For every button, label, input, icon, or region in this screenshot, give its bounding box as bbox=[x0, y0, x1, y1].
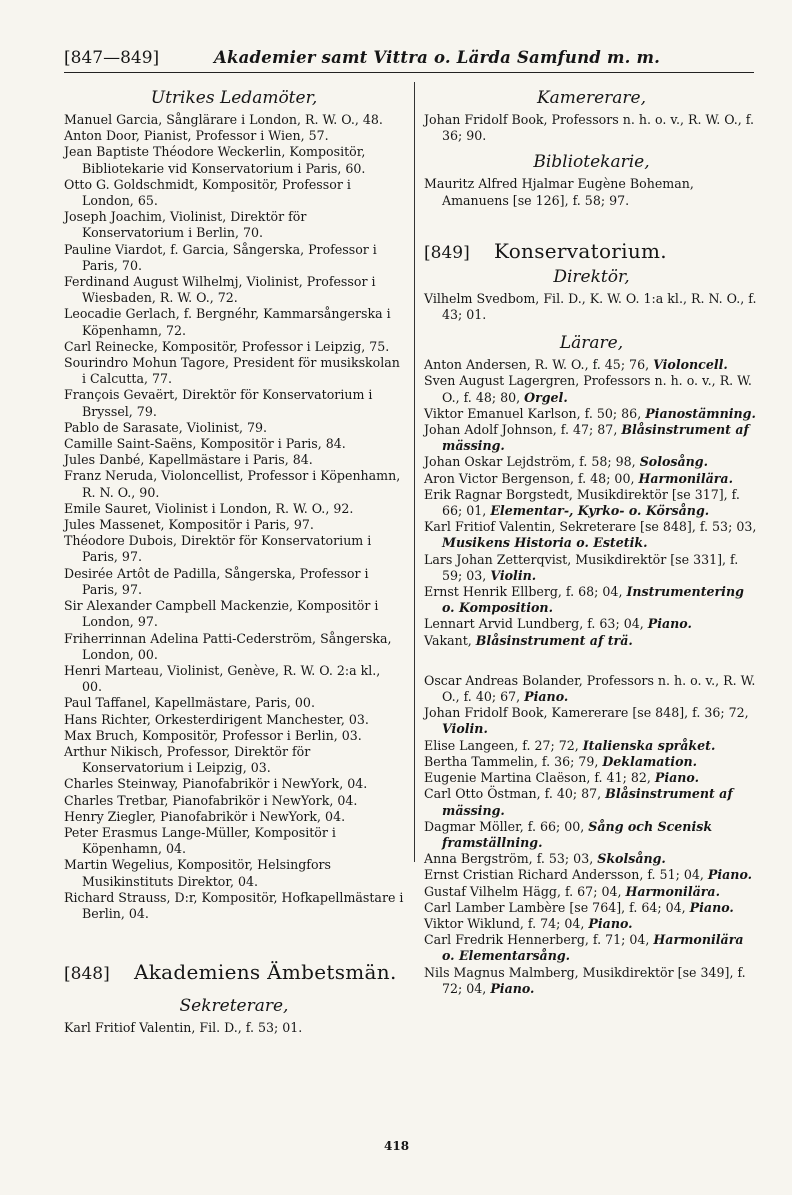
section-848-number: [848] bbox=[64, 964, 110, 985]
teacher-subject: Italienska språket. bbox=[582, 737, 716, 753]
teacher-entry bbox=[424, 916, 759, 932]
list-item: Anton Door, Pianist, Professor i Wien, 57. bbox=[64, 128, 329, 144]
teacher-subject: Orgel. bbox=[524, 389, 568, 405]
list-item: Joseph Joachim, Violinist, Direktör för Konservatorium i Berlin, 70. bbox=[64, 209, 307, 241]
teacher-name: Oscar Andreas Bolander, Professors n. h. o. v., R. W. O., f. 40; 67, bbox=[424, 672, 756, 705]
teacher-subject: Piano. bbox=[689, 899, 734, 915]
teacher-name: Karl Fritiof Valentin, Sekreterare [se 848], f. 53; 03, bbox=[424, 519, 757, 535]
teacher-name: Johan Oskar Lejdström, f. 58; 98, bbox=[424, 454, 640, 470]
list-item: Desirée Artôt de Padilla, Sångerska, Professor i Paris, 97. bbox=[64, 565, 369, 597]
teacher-name: Anton Andersen, R. W. O., f. 45; 76, bbox=[424, 357, 654, 373]
section-849-heading bbox=[424, 239, 759, 263]
list-item: Ferdinand August Wilhelmj, Violinist, Professor i Wiesbaden, R. W. O., 72. bbox=[64, 274, 376, 306]
teacher-subject: Deklamation. bbox=[602, 753, 698, 769]
teacher-name: Viktor Wiklund, f. 74; 04, bbox=[424, 915, 589, 931]
list-item: Manuel Garcia, Sånglärare i London, R. W. O., 48. bbox=[64, 112, 383, 127]
list-item: Henri Marteau, Violinist, Genève, R. W. O. 2:a kl., 00. bbox=[64, 662, 381, 695]
teacher-subject: Piano. bbox=[524, 689, 569, 705]
teacher-name: Eugenie Martina Claëson, f. 41; 82, bbox=[424, 770, 655, 786]
teacher-subject: Elementar-, Kyrko- o. Körsång. bbox=[490, 503, 710, 519]
list-item: Otto G. Goldschmidt, Kompositör, Professor i London, 65. bbox=[64, 176, 351, 209]
teacher-subject: Blåsinstrument af mässing. bbox=[442, 786, 733, 818]
running-title: Akademier samt Vittra o. Lärda Samfund m. m. bbox=[214, 48, 661, 67]
teacher-subject: Solosång. bbox=[639, 454, 708, 470]
bibliotekarie-heading: Bibliotekarie, bbox=[533, 152, 650, 173]
list-item: Arthur Nikisch, Professor, Direktör för Konservatorium i Leipzig, 03. bbox=[64, 743, 311, 776]
teacher-name: Erik Ragnar Borgstedt, Musikdirektör [se 317], f. 66; 01, bbox=[424, 486, 740, 519]
teacher-name: Ernst Cristian Richard Andersson, f. 51; 04, bbox=[424, 867, 708, 883]
teacher-entry bbox=[424, 851, 759, 867]
kamrerare-heading: Kamererare, bbox=[536, 88, 647, 108]
teacher-entry bbox=[424, 471, 759, 487]
teacher-entry bbox=[424, 900, 759, 916]
teacher-subject: Violoncell. bbox=[653, 357, 728, 373]
list-item: Max Bruch, Kompositör, Professor i Berlin, 03. bbox=[64, 727, 362, 743]
list-item: Pauline Viardot, f. Garcia, Sångerska, Professor i Paris, 70. bbox=[64, 241, 377, 273]
teacher-name: Aron Victor Bergenson, f. 48; 00, bbox=[424, 470, 639, 486]
list-item: Emile Sauret, Violinist i London, R. W. O., 92. bbox=[64, 500, 354, 516]
teacher-name: Ernst Henrik Ellberg, f. 68; 04, bbox=[424, 584, 627, 600]
list-item: Sir Alexander Campbell Mackenzie, Kompositör i London, 97. bbox=[64, 598, 379, 630]
teacher-subject: Harmonilära o. Elementarsång. bbox=[442, 932, 744, 964]
teacher-name: Lars Johan Zetterqvist, Musikdirektör [se 331], f. 59; 03, bbox=[424, 551, 739, 583]
teacher-subject: Piano. bbox=[490, 980, 535, 996]
list-item: Paul Taffanel, Kapellmästare, Paris, 00. bbox=[64, 695, 315, 711]
teacher-subject: Violin. bbox=[442, 721, 488, 737]
teacher-entry bbox=[424, 406, 759, 422]
teacher-entry bbox=[424, 819, 759, 851]
teacher-name: Anna Bergström, f. 53; 03, bbox=[424, 851, 598, 867]
teacher-entry bbox=[424, 738, 759, 754]
list-item: Charles Tretbar, Pianofabrikör i NewYork, 04. bbox=[64, 792, 358, 808]
teacher-subject: Pianostämning. bbox=[645, 405, 756, 421]
list-item: Henry Ziegler, Pianofabrikör i NewYork, 04. bbox=[64, 808, 346, 824]
column-divider bbox=[414, 82, 415, 862]
teacher-subject: Musikens Historia o. Estetik. bbox=[442, 535, 648, 551]
teacher-subject: Piano. bbox=[707, 867, 753, 883]
teacher-name: Vakant, bbox=[424, 632, 476, 648]
page-range: [847—849] bbox=[64, 48, 160, 68]
list-item: Théodore Dubois, Direktör för Konservatorium i Paris, 97. bbox=[64, 533, 372, 565]
teacher-subject: Harmonilära. bbox=[638, 470, 733, 486]
running-header bbox=[64, 46, 754, 73]
teacher-entry bbox=[424, 932, 759, 964]
teacher-entry bbox=[424, 552, 759, 584]
list-item: Pablo de Sarasate, Violinist, 79. bbox=[64, 419, 268, 435]
section-849-title: Konservatorium. bbox=[494, 238, 667, 263]
list-item: Jean Baptiste Théodore Weckerlin, Kompositör, Bibliotekarie vid Konservatorium i Paris, 60. bbox=[64, 144, 366, 176]
list-item: Leocadie Gerlach, f. Bergnéhr, Kammarsångerska i Köpenhamn, 72. bbox=[64, 306, 391, 338]
list-item: Carl Reinecke, Kompositör, Professor i Leipzig, 75. bbox=[64, 338, 390, 354]
teacher-entry bbox=[424, 616, 759, 632]
teacher-subject: Instrumentering o. Komposition. bbox=[442, 584, 744, 616]
teacher-name: Lennart Arvid Lundberg, f. 63; 04, bbox=[424, 616, 648, 632]
list-item: Camille Saint-Saëns, Kompositör i Paris, 84. bbox=[64, 436, 346, 452]
utrikes-heading: Utrikes Ledamöter, bbox=[150, 88, 318, 108]
teacher-entry bbox=[424, 454, 759, 470]
teacher-entry bbox=[424, 786, 759, 818]
list-item: Hans Richter, Orkesterdirigent Manchester, 03. bbox=[64, 711, 369, 727]
list-item: François Gevaërt, Direktör för Konservatorium i Bryssel, 79. bbox=[64, 387, 373, 419]
teacher-entry bbox=[424, 519, 759, 551]
larare-list-2 bbox=[424, 673, 759, 997]
teacher-subject: Blåsinstrument af mässing. bbox=[442, 422, 749, 454]
larare-list bbox=[424, 357, 759, 649]
teacher-entry bbox=[424, 584, 759, 616]
teacher-subject: Violin. bbox=[490, 567, 537, 583]
list-item: Martin Wegelius, Kompositör, Helsingfors Musikinstituts Direktor, 04. bbox=[64, 857, 332, 889]
teacher-subject: Blåsinstrument af trä. bbox=[475, 632, 633, 648]
list-item: Friherrinnan Adelina Patti-Cederström, Sångerska, London, 00. bbox=[64, 630, 392, 662]
right-column bbox=[424, 88, 759, 997]
teacher-name: Carl Lamber Lambère [se 764], f. 64; 04, bbox=[424, 899, 690, 915]
teacher-subject: Harmonilära. bbox=[625, 883, 720, 899]
direktor-heading: Direktör, bbox=[553, 266, 630, 287]
teacher-subject: Skolsång. bbox=[597, 851, 666, 867]
teacher-entry bbox=[424, 673, 759, 705]
section-849-number: [849] bbox=[424, 242, 470, 263]
sekreterare-heading: Sekreterare, bbox=[179, 996, 289, 1017]
teacher-entry bbox=[424, 633, 759, 649]
kamrerare-entry: Johan Fridolf Book, Professors n. h. o. v., R. W. O., f. 36; 90. bbox=[424, 112, 755, 144]
list-item: Jules Massenet, Kompositör i Paris, 97. bbox=[64, 517, 314, 533]
left-column bbox=[64, 88, 404, 1036]
teacher-entry bbox=[424, 754, 759, 770]
teacher-name: Bertha Tammelin, f. 36; 79, bbox=[424, 753, 603, 769]
teacher-name: Dagmar Möller, f. 66; 00, bbox=[424, 818, 589, 834]
teacher-name: Elise Langeen, f. 27; 72, bbox=[424, 737, 583, 753]
teacher-entry bbox=[424, 373, 759, 405]
list-item: Charles Steinway, Pianofabrikör i NewYork, 04. bbox=[64, 776, 368, 792]
list-item: Franz Neruda, Violoncellist, Professor i Köpenhamn, R. N. O., 90. bbox=[64, 468, 401, 500]
list-item: Jules Danbé, Kapellmästare i Paris, 84. bbox=[64, 452, 313, 468]
teacher-subject: Piano. bbox=[654, 770, 699, 786]
teacher-name: Carl Fredrik Hennerberg, f. 71; 04, bbox=[424, 932, 654, 948]
direktor-entry: Vilhelm Svedbom, Fil. D., K. W. O. 1:a kl., R. N. O., f. 43; 01. bbox=[424, 290, 757, 323]
teacher-entry bbox=[424, 884, 759, 900]
teacher-name: Sven August Lagergren, Professors n. h. o. v., R. W. O., f. 48; 80, bbox=[424, 373, 752, 405]
teacher-name: Carl Otto Östman, f. 40; 87, bbox=[424, 786, 606, 802]
list-item: Sourindro Mohun Tagore, President för musikskolan i Calcutta, 77. bbox=[64, 355, 400, 387]
teacher-entry bbox=[424, 770, 759, 786]
teacher-subject: Sång och Scenisk framställning. bbox=[442, 818, 713, 850]
page-number: 418 bbox=[384, 1139, 410, 1153]
utrikes-list bbox=[64, 112, 404, 922]
teacher-entry bbox=[424, 422, 759, 454]
sekreterare-entry: Karl Fritiof Valentin, Fil. D., f. 53; 01. bbox=[64, 1020, 303, 1036]
teacher-name: Viktor Emanuel Karlson, f. 50; 86, bbox=[424, 405, 646, 421]
teacher-subject: Piano. bbox=[647, 616, 692, 632]
teacher-name: Johan Adolf Johnson, f. 47; 87, bbox=[424, 422, 622, 438]
larare-heading: Lärare, bbox=[559, 333, 624, 354]
teacher-subject: Piano. bbox=[588, 915, 633, 931]
teacher-entry bbox=[424, 487, 759, 519]
teacher-name: Gustaf Vilhelm Hägg, f. 67; 04, bbox=[424, 883, 626, 899]
list-item: Richard Strauss, D:r, Kompositör, Hofkapellmästare i Berlin, 04. bbox=[64, 889, 404, 921]
teacher-entry bbox=[424, 357, 759, 373]
section-848-heading bbox=[64, 960, 404, 984]
teacher-entry bbox=[424, 705, 759, 737]
bibliotekarie-entry: Mauritz Alfred Hjalmar Eugène Boheman, Amanuens [se 126], f. 58; 97. bbox=[424, 176, 694, 208]
teacher-entry bbox=[424, 867, 759, 883]
teacher-entry bbox=[424, 965, 759, 997]
section-848-title: Akademiens Ämbetsmän. bbox=[134, 960, 397, 985]
teacher-name: Nils Magnus Malmberg, Musikdirektör [se 349], f. 72; 04, bbox=[424, 964, 746, 996]
list-item: Peter Erasmus Lange-Müller, Kompositör i Köpenhamn, 04. bbox=[64, 824, 336, 857]
teacher-name: Johan Fridolf Book, Kamererare [se 848], f. 36; 72, bbox=[424, 705, 749, 721]
